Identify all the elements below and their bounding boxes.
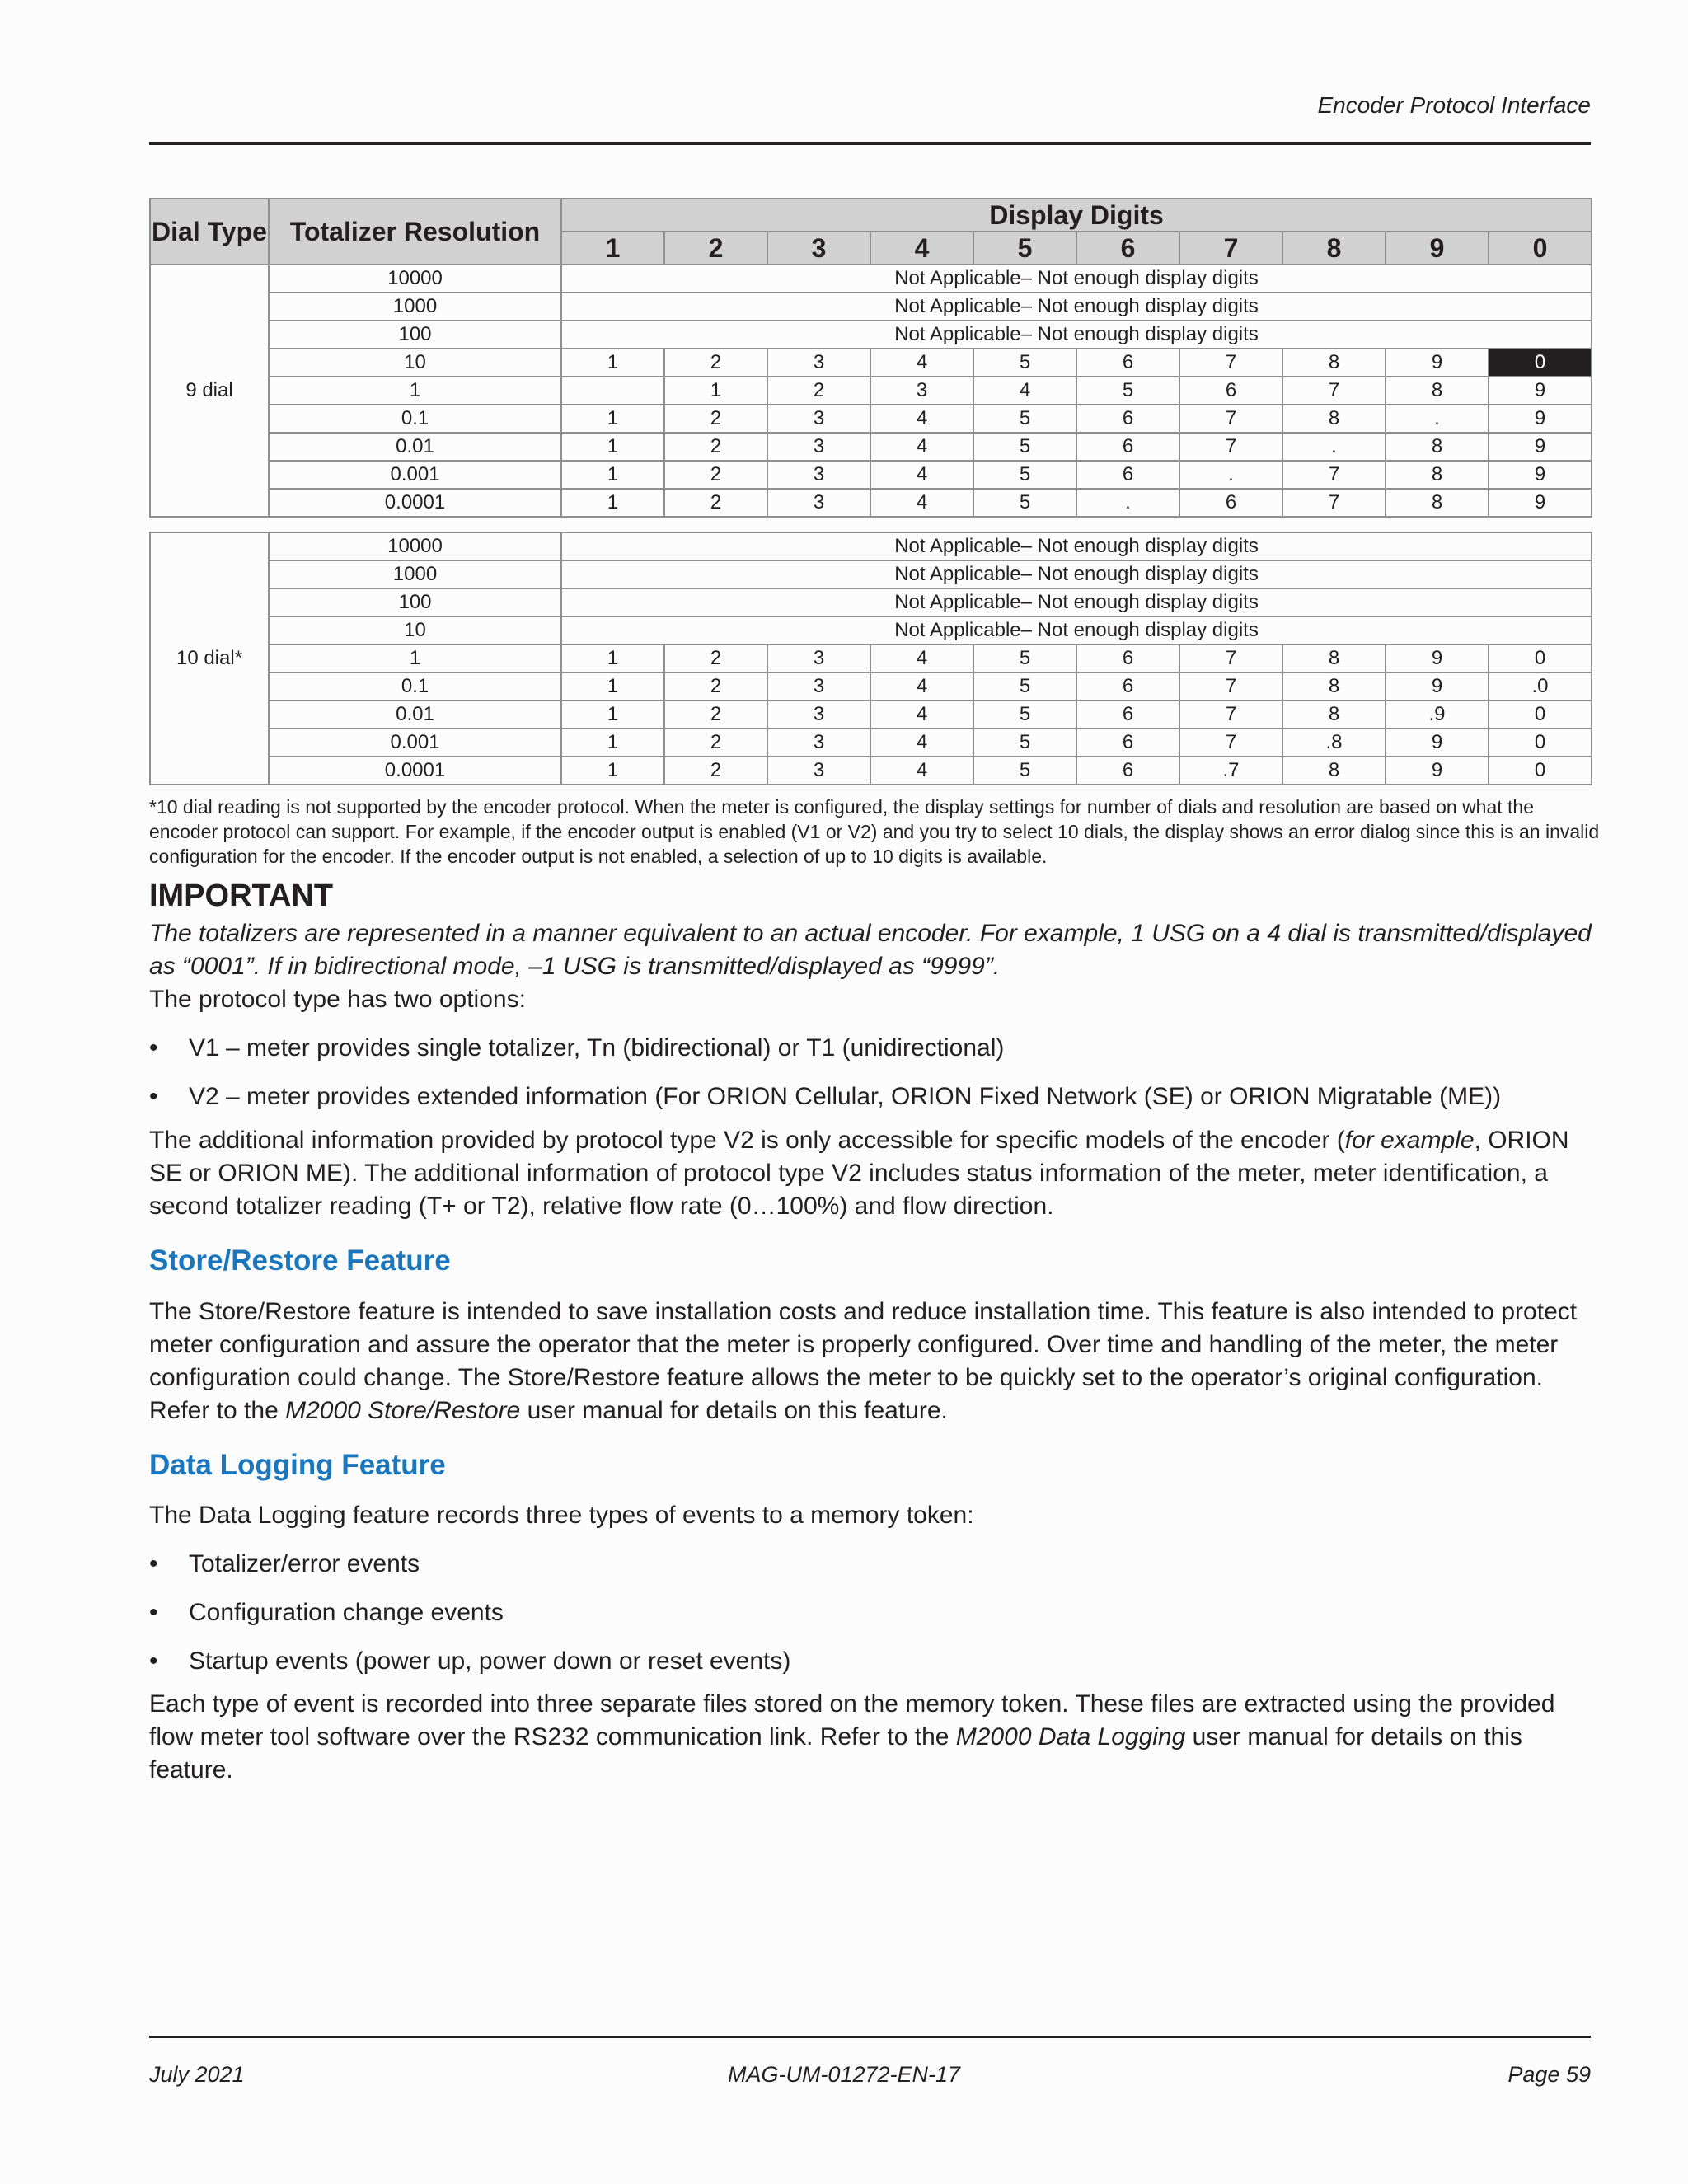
digit-cell: 4 (870, 489, 973, 517)
digit-cell: 0 (1489, 729, 1592, 757)
digit-cell: 7 (1179, 349, 1282, 377)
digit-cell: 8 (1282, 757, 1386, 785)
digit-cell: 4 (870, 349, 973, 377)
digit-cell: 6 (1076, 673, 1179, 701)
resolution-cell: 100 (269, 321, 561, 349)
bullet-icon: • (149, 1647, 158, 1675)
ten-dial-body (150, 532, 1592, 785)
digit-column-header: 5 (973, 232, 1076, 265)
digit-cell: 3 (767, 757, 870, 785)
footer-doc-id: MAG-UM-01272-EN-17 (727, 2062, 961, 2087)
table-row (150, 560, 1592, 588)
nine-dial-body (150, 265, 1592, 517)
digit-cell: .0 (1489, 673, 1592, 701)
resolution-cell: 1 (269, 377, 561, 405)
table-row (150, 405, 1592, 433)
digit-cell: 2 (664, 405, 767, 433)
digit-cell: 7 (1179, 701, 1282, 729)
digit-cell: 8 (1282, 644, 1386, 673)
digit-cell: 4 (870, 433, 973, 461)
table-footnote: *10 dial reading is not supported by the encoder protocol. When the meter is configured, the display settings for number of dials and resolution are based on what the encoder protocol can support. For example, if the encoder output is enabled (V1 or V2) and you try to select 10 dials, the display shows an error dialog since this is an invalid configuration for the encoder. If the encoder output is not enabled, a selection of up to 10 digits is available. (149, 796, 1600, 867)
table-row (150, 489, 1592, 517)
digit-cell: 7 (1282, 461, 1386, 489)
table-row (150, 729, 1592, 757)
digit-cell: 9 (1489, 377, 1592, 405)
not-applicable-cell: Not Applicable– Not enough display digits (561, 560, 1592, 588)
digit-cell: 9 (1489, 405, 1592, 433)
table-row (150, 265, 1592, 293)
nine-dial-table (149, 198, 1592, 518)
digit-cell: 0 (1489, 701, 1592, 729)
resolution-cell: 0.001 (269, 461, 561, 489)
digit-cell: 6 (1076, 405, 1179, 433)
table-row (150, 532, 1592, 560)
digit-cell (561, 377, 664, 405)
digit-cell: . (1076, 489, 1179, 517)
digit-cell: 6 (1076, 433, 1179, 461)
digit-cell: 2 (664, 757, 767, 785)
resolution-cell: 0.1 (269, 405, 561, 433)
resolution-cell: 0.01 (269, 701, 561, 729)
digit-cell: 9 (1489, 489, 1592, 517)
store-restore-heading: Store/Restore Feature (149, 1244, 451, 1277)
digit-cell: 1 (561, 405, 664, 433)
digit-cell: 3 (767, 405, 870, 433)
digit-cell: .8 (1282, 729, 1386, 757)
not-applicable-cell: Not Applicable– Not enough display digits (561, 265, 1592, 293)
digit-cell: 4 (870, 405, 973, 433)
digit-cell: 4 (870, 673, 973, 701)
digit-cell: 5 (973, 461, 1076, 489)
digit-cell: 7 (1282, 377, 1386, 405)
bullet-icon: • (149, 1599, 158, 1626)
digit-cell: 8 (1282, 349, 1386, 377)
not-applicable-cell: Not Applicable– Not enough display digits (561, 532, 1592, 560)
not-applicable-cell: Not Applicable– Not enough display digits (561, 321, 1592, 349)
digit-cell: 3 (767, 701, 870, 729)
footer-page-number: Page 59 (1507, 2062, 1591, 2087)
digit-cell: 2 (664, 729, 767, 757)
digit-cell: . (1282, 433, 1386, 461)
resolution-cell: 0.1 (269, 673, 561, 701)
digit-cell: 5 (973, 673, 1076, 701)
display-digits-header: Display Digits (561, 199, 1592, 232)
digit-cell: 9 (1489, 433, 1592, 461)
bullet-icon: • (149, 1034, 158, 1062)
digit-cell: 8 (1386, 461, 1489, 489)
digit-cell: 6 (1076, 644, 1179, 673)
digit-cell: 9 (1386, 757, 1489, 785)
digit-cell: 4 (870, 461, 973, 489)
digit-cell: 3 (767, 673, 870, 701)
digit-cell: 3 (767, 729, 870, 757)
table-row (150, 433, 1592, 461)
digit-cell: 7 (1179, 405, 1282, 433)
digit-cell: 9 (1489, 461, 1592, 489)
digit-cell: 3 (767, 349, 870, 377)
table-row (150, 757, 1592, 785)
digit-cell: 5 (1076, 377, 1179, 405)
digit-cell: 6 (1076, 729, 1179, 757)
digit-column-header: 9 (1386, 232, 1489, 265)
digit-cell: 2 (664, 461, 767, 489)
digit-cell: 1 (561, 701, 664, 729)
digit-cell: 5 (973, 729, 1076, 757)
digit-cell: 2 (664, 433, 767, 461)
digit-cell: 0 (1489, 349, 1592, 377)
digit-column-header: 8 (1282, 232, 1386, 265)
digit-cell: 7 (1282, 489, 1386, 517)
digit-cell: 5 (973, 644, 1076, 673)
resolution-cell: 10 (269, 616, 561, 644)
table-row (150, 321, 1592, 349)
data-logging-intro: The Data Logging feature records three types of events to a memory token: (149, 1502, 974, 1529)
resolution-cell: 100 (269, 588, 561, 616)
digit-cell: 6 (1179, 377, 1282, 405)
digit-cell: 1 (561, 489, 664, 517)
digit-cell: 1 (664, 377, 767, 405)
protocol-intro: The protocol type has two options: (149, 986, 526, 1013)
running-header: Encoder Protocol Interface (1317, 92, 1591, 118)
data-logging-heading: Data Logging Feature (149, 1449, 446, 1481)
resolution-cell: 10000 (269, 532, 561, 560)
digit-cell: 1 (561, 757, 664, 785)
dial-type-cell: 10 dial* (150, 532, 269, 785)
digit-cell: 5 (973, 757, 1076, 785)
resolution-cell: 0.001 (269, 729, 561, 757)
digit-cell: 6 (1179, 489, 1282, 517)
digit-cell: 2 (664, 489, 767, 517)
digit-cell: 8 (1386, 489, 1489, 517)
totalizer-resolution-header: Totalizer Resolution (269, 199, 561, 265)
digit-cell: 7 (1179, 433, 1282, 461)
digit-cell: 3 (870, 377, 973, 405)
dial-type-cell: 9 dial (150, 265, 269, 517)
header-rule (149, 142, 1591, 145)
table-row (150, 293, 1592, 321)
digit-cell: .9 (1386, 701, 1489, 729)
digit-cell: 9 (1386, 729, 1489, 757)
digit-column-header: 4 (870, 232, 973, 265)
table-row (150, 644, 1592, 673)
data-logging-paragraph: Each type of event is recorded into three separate files stored on the memory token. These files are extracted using the provided flow meter tool software over the RS232 communication link. Refer to the M2000 Data Logging user manual for details on this feature. (149, 1690, 1555, 1783)
digit-cell: 2 (664, 349, 767, 377)
digit-cell: 1 (561, 673, 664, 701)
digit-cell: 2 (767, 377, 870, 405)
footer-rule (149, 2036, 1591, 2038)
digit-cell: 9 (1386, 673, 1489, 701)
digit-cell: 8 (1282, 405, 1386, 433)
digit-cell: 9 (1386, 644, 1489, 673)
digit-cell: 7 (1179, 644, 1282, 673)
not-applicable-cell: Not Applicable– Not enough display digits (561, 616, 1592, 644)
digit-cell: 3 (767, 433, 870, 461)
digit-cell: .7 (1179, 757, 1282, 785)
table-row (150, 461, 1592, 489)
resolution-cell: 1000 (269, 560, 561, 588)
digit-cell: 8 (1386, 377, 1489, 405)
bullet-icon: • (149, 1083, 158, 1110)
digit-cell: 1 (561, 461, 664, 489)
digit-cell: 5 (973, 701, 1076, 729)
digit-cell: 8 (1282, 673, 1386, 701)
digit-cell: . (1179, 461, 1282, 489)
digit-cell: 1 (561, 433, 664, 461)
digit-cell: 2 (664, 644, 767, 673)
digit-cell: 6 (1076, 757, 1179, 785)
bullet-icon: • (149, 1550, 158, 1577)
table-row (150, 616, 1592, 644)
resolution-cell: 0.0001 (269, 757, 561, 785)
resolution-cell: 1000 (269, 293, 561, 321)
table-row (150, 377, 1592, 405)
digit-column-header: 3 (767, 232, 870, 265)
digit-column-header: 7 (1179, 232, 1282, 265)
digit-cell: . (1386, 405, 1489, 433)
protocol-v2-paragraph: The additional information provided by protocol type V2 is only accessible for specific models of the encoder (for example, ORION SE or ORION ME). The additional information of protocol type V2 includes status information of the meter, meter identification, a second totalizer reading (T+ or T2), relative flow rate (0…100%) and flow direction. (149, 1127, 1569, 1220)
digit-cell: 1 (561, 644, 664, 673)
digit-cell: 4 (973, 377, 1076, 405)
resolution-cell: 10 (269, 349, 561, 377)
digit-cell: 4 (870, 729, 973, 757)
digit-cell: 7 (1179, 673, 1282, 701)
digit-column-header: 6 (1076, 232, 1179, 265)
resolution-cell: 0.01 (269, 433, 561, 461)
digit-cell: 0 (1489, 644, 1592, 673)
digit-cell: 8 (1282, 701, 1386, 729)
table-row (150, 588, 1592, 616)
not-applicable-cell: Not Applicable– Not enough display digits (561, 588, 1592, 616)
ten-dial-table (149, 532, 1592, 785)
digit-cell: 5 (973, 349, 1076, 377)
digit-cell: 5 (973, 405, 1076, 433)
digit-cell: 6 (1076, 461, 1179, 489)
digit-cell: 3 (767, 489, 870, 517)
digit-cell: 8 (1386, 433, 1489, 461)
digit-cell: 5 (973, 489, 1076, 517)
digit-column-header: 2 (664, 232, 767, 265)
digit-cell: 4 (870, 644, 973, 673)
store-restore-paragraph: The Store/Restore feature is intended to save installation costs and reduce installation time. This feature is also intended to protect meter configuration and assure the operator that the meter is properly configured. Over time and handling of the meter, the meter configuration could change. The Store/Restore feature allows the meter to be quickly set to the operator’s original configuration. Refer to the M2000 Store/Restore user manual for details on this feature. (149, 1298, 1578, 1424)
table-row (150, 349, 1592, 377)
digit-cell: 2 (664, 673, 767, 701)
digit-cell: 4 (870, 701, 973, 729)
digit-cell: 9 (1386, 349, 1489, 377)
digit-cell: 0 (1489, 757, 1592, 785)
resolution-cell: 10000 (269, 265, 561, 293)
digit-cell: 2 (664, 701, 767, 729)
digit-cell: 7 (1179, 729, 1282, 757)
digit-cell: 3 (767, 644, 870, 673)
dial-type-header: Dial Type (150, 199, 269, 265)
digit-cell: 3 (767, 461, 870, 489)
digit-cell: 6 (1076, 349, 1179, 377)
table-row (150, 673, 1592, 701)
digit-cell: 4 (870, 757, 973, 785)
digit-cell: 6 (1076, 701, 1179, 729)
not-applicable-cell: Not Applicable– Not enough display digits (561, 293, 1592, 321)
digit-column-header: 1 (561, 232, 664, 265)
footer-date: July 2021 (149, 2062, 245, 2087)
digit-cell: 1 (561, 349, 664, 377)
important-text: The totalizers are represented in a manner equivalent to an actual encoder. For example, 1 USG on a 4 dial is transmitted/displayed as “0001”. If in bidirectional mode, –1 USG is transmitted/displayed as “9999”. (149, 920, 1592, 980)
table-row (150, 701, 1592, 729)
digit-column-header: 0 (1489, 232, 1592, 265)
important-title: IMPORTANT (149, 879, 334, 913)
digit-cell: 1 (561, 729, 664, 757)
resolution-cell: 1 (269, 644, 561, 673)
resolution-cell: 0.0001 (269, 489, 561, 517)
digit-cell: 5 (973, 433, 1076, 461)
